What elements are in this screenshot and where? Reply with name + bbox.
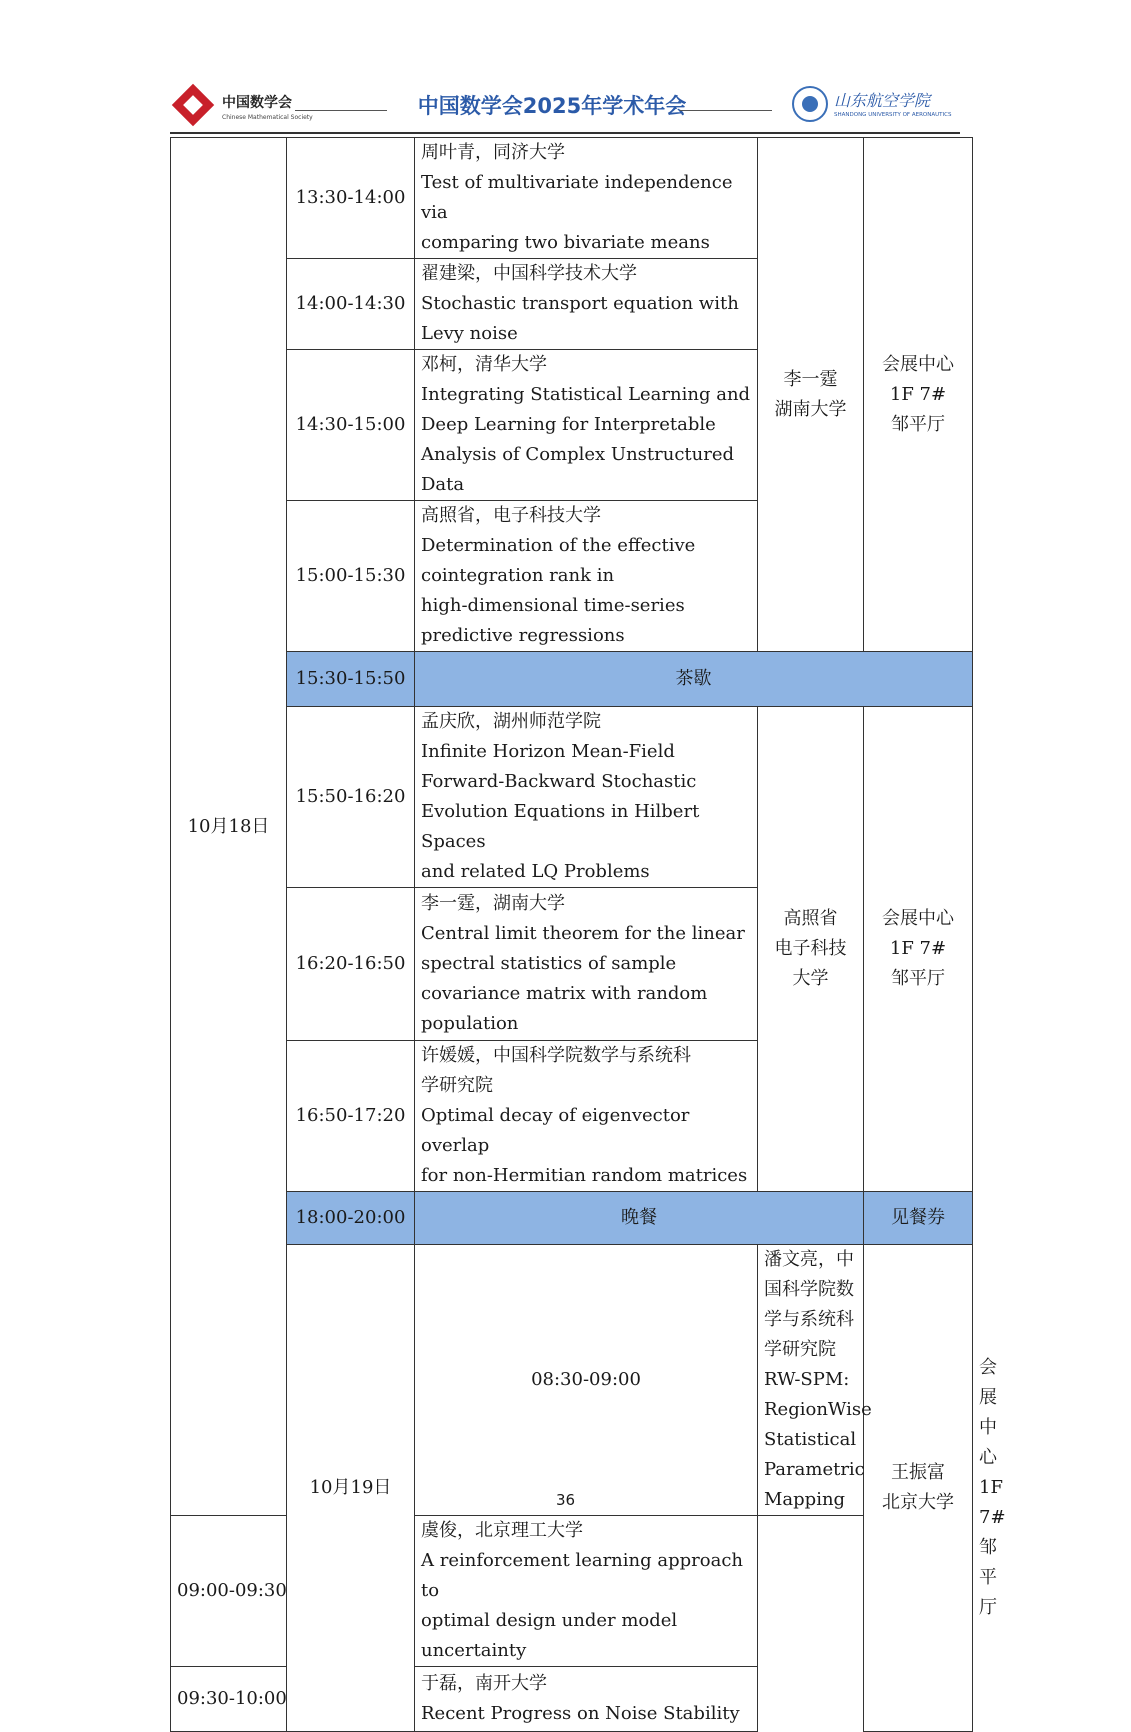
chair-name: 李一霆 (783, 368, 838, 390)
university-seal-icon (792, 86, 828, 122)
speaker-line: 周叶青，同济大学 (421, 142, 565, 163)
talk-title-line: A reinforcement learning approach to (421, 1550, 743, 1601)
speaker-line: 潘文亮，中国科学院数学与系统科 (764, 1249, 854, 1330)
cms-logo-subtext: Chinese Mathematical Society (222, 114, 313, 121)
cms-logo-text: 中国数学会 (222, 95, 292, 111)
time-slot: 15:50-16:20 (287, 707, 415, 888)
time-slot: 09:00-09:30 (171, 1516, 287, 1667)
talk-title-line: predictive regressions (421, 625, 625, 646)
talk-cell (415, 707, 758, 888)
talk-title-line: Recent Progress on Noise Stability (421, 1703, 740, 1724)
talk-cell (415, 138, 758, 259)
chair-cell (758, 138, 864, 652)
talk-title-line: Evolution Equations in Hilbert Spaces (421, 801, 700, 852)
dinner-row (171, 1192, 973, 1245)
speaker-line: 学研究院 (764, 1339, 836, 1360)
speaker-line: 孟庆欣，湖州师范学院 (421, 711, 601, 732)
table-row (171, 707, 973, 888)
university-logo (792, 84, 962, 128)
talk-title-line: Parametric Mapping (764, 1459, 865, 1510)
talk-title-line: for non-Hermitian random matrices (421, 1165, 748, 1186)
talk-cell (415, 350, 758, 501)
speaker-line: 李一霆，湖南大学 (421, 893, 565, 914)
talk-title-line: population (421, 1013, 519, 1034)
talk-title-line: Levy noise (421, 323, 518, 344)
header-line-right (680, 110, 772, 111)
talk-title-line: Infinite Horizon Mean-Field (421, 741, 675, 762)
talk-title-line: optimal design under model (421, 1610, 678, 1631)
talk-cell (758, 1245, 872, 1516)
speaker-line: 许媛媛，中国科学院数学与系统科 (421, 1045, 691, 1066)
room-floor: 1F 7# (889, 938, 947, 959)
room-cell (864, 138, 973, 652)
talk-title-line: RW-SPM: RegionWise Statistical (764, 1369, 872, 1450)
talk-title-line: Test of multivariate independence via (421, 172, 733, 223)
speaker-line: 虞俊，北京理工大学 (421, 1520, 583, 1541)
talk-title-line: Forward-Backward Stochastic (421, 771, 697, 792)
chair-cell (758, 707, 864, 1192)
talk-title-line: uncertainty (421, 1640, 527, 1661)
time-slot: 15:00-15:30 (287, 501, 415, 652)
speaker-line: 高照省，电子科技大学 (421, 505, 601, 526)
talk-cell (415, 501, 758, 652)
chair-name: 高照省 (783, 908, 838, 929)
page-header (170, 84, 960, 130)
talk-title-line: Data (421, 474, 465, 495)
speaker-line: 邓柯，清华大学 (421, 354, 547, 375)
table-row (171, 138, 973, 259)
tea-break-row (171, 652, 973, 707)
room-venue: 会展中心 (882, 908, 954, 929)
speaker-line: 于磊，南开大学 (421, 1673, 547, 1694)
time-slot: 09:30-10:00 (171, 1667, 287, 1732)
university-logo-subtext: SHANDONG UNIVERSITY OF AERONAUTICS (834, 112, 952, 118)
cms-diamond-icon (172, 84, 214, 126)
time-slot: 16:20-16:50 (287, 888, 415, 1041)
chair-cell (864, 1245, 973, 1732)
room-hall: 邹平厅 (891, 968, 945, 989)
date-cell: 10月18日 (171, 138, 287, 1516)
conference-title: 中国数学会2025年学术年会 (417, 94, 687, 118)
talk-cell (415, 1041, 758, 1192)
chair-affiliation: 湖南大学 (774, 398, 847, 420)
talk-title-line: cointegration rank in (421, 565, 615, 586)
talk-title-line: Analysis of Complex Unstructured (421, 444, 735, 465)
chair-name: 王振富 (891, 1462, 945, 1483)
talk-title-line: spectral statistics of sample (421, 953, 677, 974)
time-slot: 16:50-17:20 (287, 1041, 415, 1192)
talk-title-line: covariance matrix with random (421, 983, 708, 1004)
header-line-left (295, 110, 387, 111)
room-cell (864, 707, 973, 1192)
time-slot: 14:30-15:00 (287, 350, 415, 501)
header-rule (170, 132, 960, 134)
chair-affiliation: 大学 (792, 968, 829, 989)
tea-break-label: 茶歇 (415, 652, 973, 707)
talk-cell (415, 888, 758, 1041)
time-slot: 13:30-14:00 (287, 138, 415, 259)
talk-title-line: Determination of the effective (421, 535, 696, 556)
room-hall: 邹平厅 (891, 413, 945, 435)
cms-logo (178, 86, 313, 126)
room-venue: 会展中心 (882, 353, 954, 375)
speaker-line: 学研究院 (421, 1075, 493, 1096)
talk-cell (415, 259, 758, 350)
talk-cell (415, 1667, 758, 1732)
talk-title-line: and related LQ Problems (421, 861, 650, 882)
talk-title-line: Deep Learning for Interpretable (421, 414, 716, 435)
talk-cell (415, 1516, 758, 1667)
talk-title-line: Integrating Statistical Learning and (421, 384, 751, 405)
talk-title-line: Central limit theorem for the linear (421, 923, 745, 944)
time-slot: 14:00-14:30 (287, 259, 415, 350)
chair-affiliation: 北京大学 (882, 1492, 954, 1513)
tea-break-time: 15:30-15:50 (287, 652, 415, 707)
date-cell: 10月19日 (287, 1245, 415, 1732)
talk-title-line: Stochastic transport equation with (421, 293, 739, 314)
table-row: 10月19日 08:30-09:00 潘文亮，中国科学院数学与系统科 学研究院 RW-SPM: RegionWise Statistical Parametric Mapping 王振富 北京大学 会展中心 1F 7# 邹平厅 (171, 1245, 973, 1516)
dinner-time: 18:00-20:00 (287, 1192, 415, 1245)
page-number: 36 (555, 1491, 576, 1509)
room-floor: 1F 7# (889, 383, 947, 405)
dinner-label: 晚餐 (415, 1192, 864, 1245)
university-logo-text: 山东航空学院 (834, 91, 931, 110)
talk-title-line: high-dimensional time-series (421, 595, 685, 616)
talk-title-line: comparing two bivariate means (421, 232, 710, 253)
chair-affiliation: 电子科技 (774, 938, 847, 959)
talk-title-line: Optimal decay of eigenvector overlap (421, 1105, 690, 1156)
dinner-room: 见餐券 (864, 1192, 973, 1245)
time-slot: 08:30-09:00 (415, 1245, 758, 1516)
speaker-line: 翟建梁，中国科学技术大学 (421, 263, 637, 284)
